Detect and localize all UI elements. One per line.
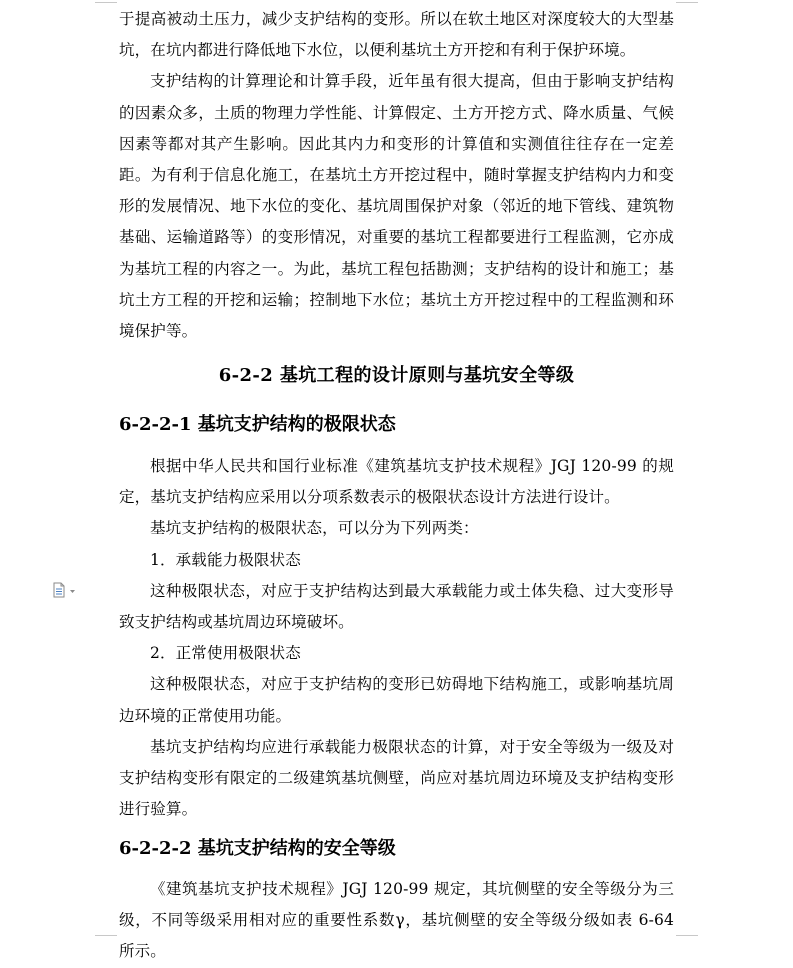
crop-mark [95, 2, 117, 3]
crop-mark [676, 935, 698, 936]
paragraph-calculation: 支护结构的计算理论和计算手段，近年虽有很大提高，但由于影响支护结构的因素众多，土质的物理力学性能、计算假定、土方开挖方式、降水质量、气候因素等都对其产生影响。因此其内力和变形的计算值和实测值往往存在一定差距。为有利于信息化施工，在基坑土方开挖过程中，随时掌握支护结构内力和变形的发展情况、地下水位的变化、基坑周围保护对象（邻近的地下管线、建筑物基础、运输道路等）的变形情况，对重要的基坑工程都要进行工程监测，它亦成为基坑工程的内容之一。为此，基坑工程包括勘测；支护结构的设计和施工；基坑土方工程的开挖和运输；控制地下水位；基坑土方开挖过程中的工程监测和环境保护等。 [119, 72, 674, 341]
section-heading-6-2-2: 6-2-2 基坑工程的设计原则与基坑安全等级 [218, 365, 575, 386]
subsection-heading-6-2-2-1: 6-2-2-1 基坑支护结构的极限状态 [119, 414, 396, 435]
safety-grade-section [119, 874, 674, 968]
paragraph-check: 基坑支护结构均应进行承载能力极限状态的计算，对于安全等级为一级及对支护结构变形有限定的二级建筑基坑侧壁，尚应对基坑周边环境及支护结构变形进行验算。 [119, 737, 674, 819]
paragraph-regulation: 根据中华人民共和国行业标准《建筑基坑支护技术规程》JGJ 120-99 的规定，基坑支护结构应采用以分项系数表示的极限状态设计方法进行设计。 [119, 457, 674, 507]
list-item-title: 1．承载能力极限状态 [150, 550, 301, 569]
crop-mark [95, 935, 117, 936]
list-item-description: 这种极限状态，对应于支护结构达到最大承载能力或土体失稳、过大变形导致支护结构或基坑周边环境破坏。 [119, 581, 674, 632]
document-icon [52, 582, 78, 598]
limit-state-section [119, 451, 674, 825]
subsection-heading-6-2-2-2: 6-2-2-2 基坑支护结构的安全等级 [119, 838, 396, 859]
crop-mark [676, 2, 698, 3]
paragraph-safety: 《建筑基坑支护技术规程》JGJ 120-99 规定，其坑侧壁的安全等级分为三级，不同等级采用相对应的重要性系数γ，基坑侧壁的安全等级分级如表 6-64 所示。 [119, 880, 674, 961]
list-item-description: 这种极限状态，对应于支护结构的变形已妨碍地下结构施工，或影响基坑周边环境的正常使用功能。 [119, 675, 674, 725]
paragraph-support-end: 于提高被动土压力，减少支护结构的变形。所以在软土地区对深度较大的大型基坑，在坑内都进行降低地下水位，以便利基坑土方开挖和有利于保护环境。 [119, 10, 674, 60]
intro-section [119, 4, 674, 347]
list-item-title: 2．正常使用极限状态 [150, 644, 301, 663]
document-dropdown-icon[interactable] [52, 582, 78, 598]
paragraph-two-types: 基坑支护结构的极限状态，可以分为下列两类： [150, 519, 479, 538]
